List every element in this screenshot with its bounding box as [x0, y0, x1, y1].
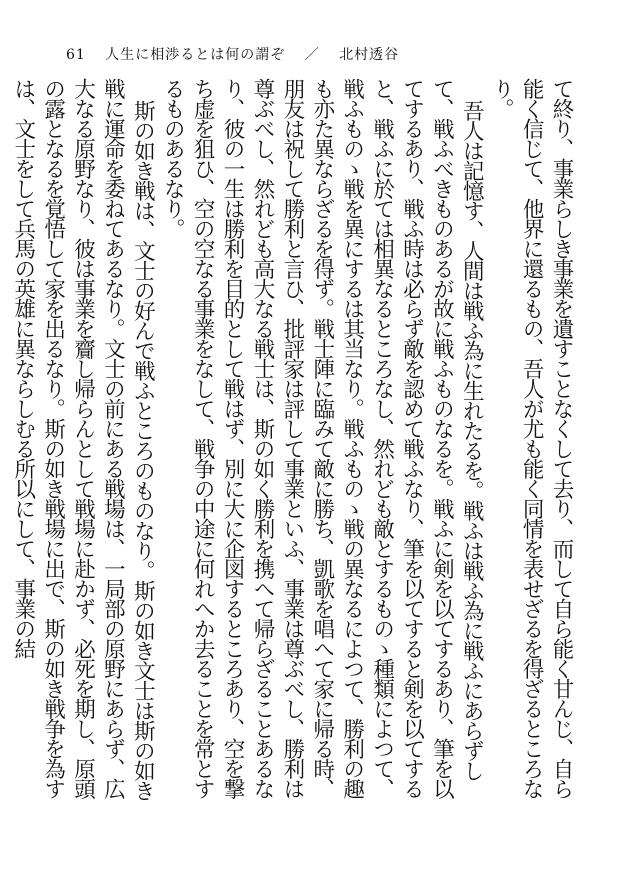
paragraph: 吾人は記憶す、人間は戦ふ為に生れたるを。戦ふは戦ふ為に戦ふにあらずして、戦ふべきものあるが故に戦ふものなるを。戦ふに剣を以てするあり、筆を以てするあり、戦ふ時は必らず敵を認めて戦ふなり、筆を以てすると剣を以てすると、戦ふに於ては相異なるところなし、然れども敵とするものゝ種類によつて、戦ふものゝ戦を異にするは其当なり。戦ふものゝ戦の異なるによつて、勝利の趣も亦た異ならざるを得ず。戦士陣に臨みて敵に勝ち、凱歌を唱へて家に帰る時、朋友は祝して勝利と言ひ、批評家は評して事業といふ、事業は尊ぶべし、勝利は尊ぶべし、然れども高大なる戦士は、斯の如く勝利を携へて帰らざることあるなり、彼の一生は勝利を目的として戦はず、別に大に企図するところあり、空を撃ち虚を狙ひ、空の空なる事業をなして、戦争の中途に何れへか去ることを常とするものあるなり。 [160, 78, 485, 798]
page-number: 61 [66, 47, 86, 63]
paragraph: 斯の如き戦は、文士の好んで戦ふところのものなり。斯の如き文士は斯の如き戦に運命を委ねてあるなり。文士の前にある戦場は、一局部の原野にあらず、広大なる原野なり、彼は事業を齎し帰らんとして戦場に赴かず、必死を期し、原頭の露となるを覚悟して家を出るなり。斯の如き戦場に出で、斯の如き戦争を為すは、文士をして兵馬の英雄に異ならしむる所以にして、事業の結 [10, 78, 156, 800]
vertical-body-text [10, 78, 576, 808]
running-header [66, 44, 413, 64]
author-name: 北村透谷 [339, 47, 400, 63]
header-separator: ／ [304, 47, 320, 63]
paragraph: て終り、事業らしき事業を遺すことなくして去り、而して自ら能く甘んじ、自ら能く信じて、他界に還るもの、吾人が尤も能く同情を表せざるを得ざるところなり。 [489, 78, 574, 798]
essay-title: 人生に相渉るとは何の謂ぞ [105, 47, 286, 63]
